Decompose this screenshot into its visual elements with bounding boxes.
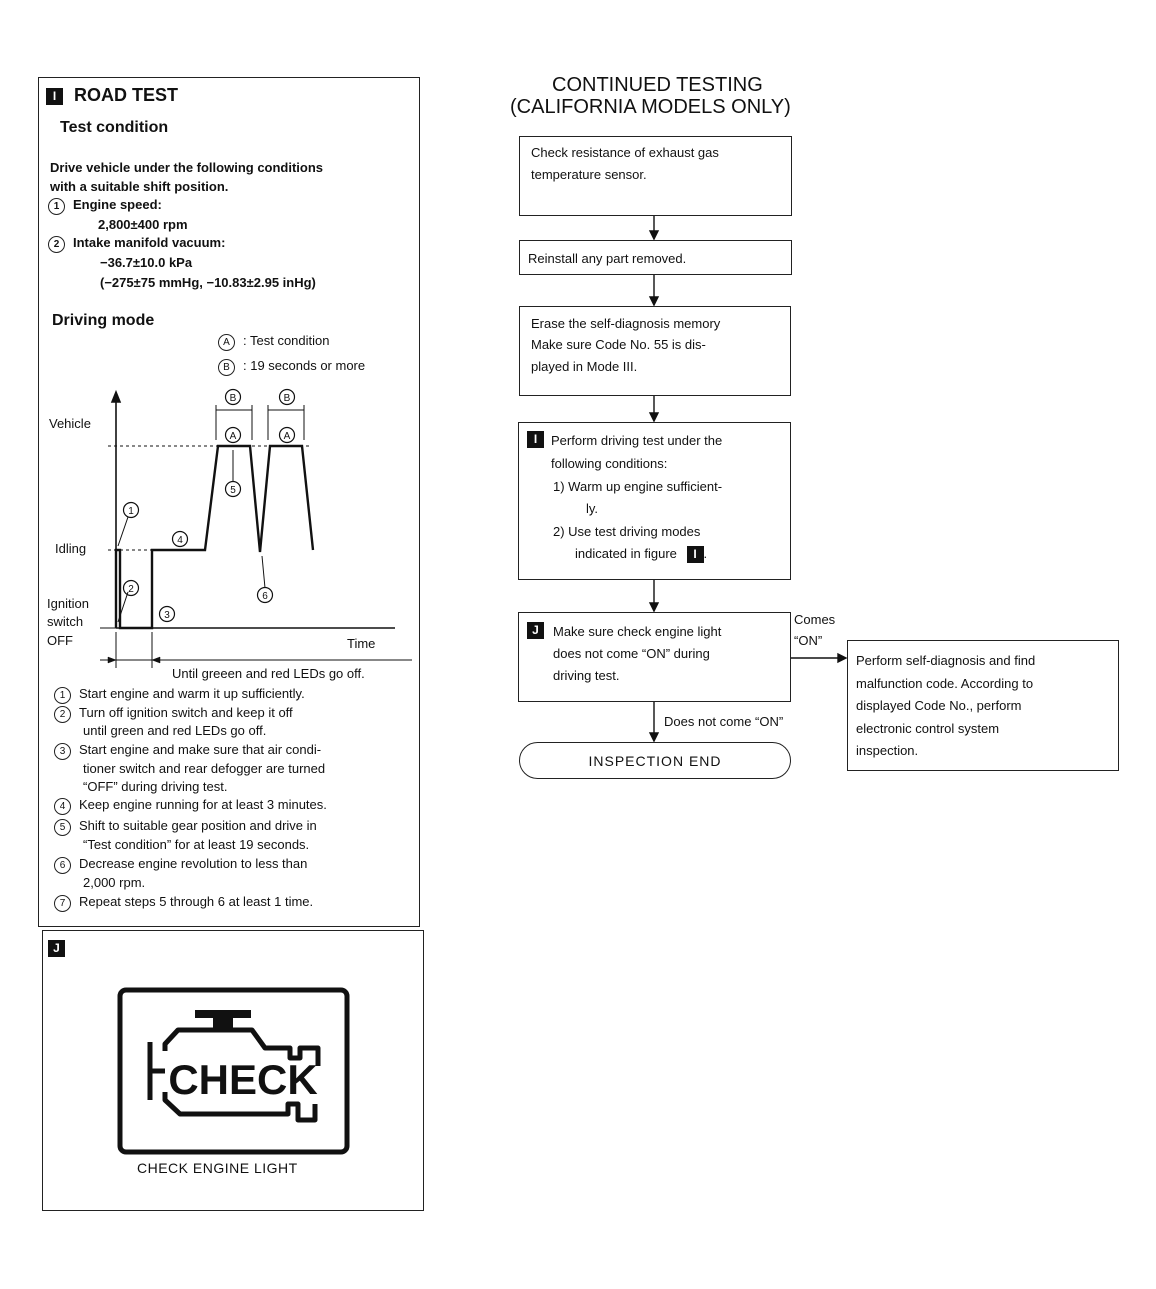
- flowchart-title-2: (CALIFORNIA MODELS ONLY): [510, 96, 791, 118]
- step-5-text: Shift to suitable gear position and drive in: [79, 818, 317, 833]
- svg-text:3: 3: [164, 610, 170, 621]
- step-2-cont: until green and red LEDs go off.: [83, 723, 267, 738]
- road-test-badge: I: [46, 88, 63, 105]
- svg-text:5: 5: [230, 485, 236, 496]
- flow-box-6-line-4: electronic control system: [856, 721, 1000, 736]
- flow-box-6-line-1: Perform self-diagnosis and find: [856, 653, 1036, 668]
- led-note: Until greeen and red LEDs go off.: [172, 666, 365, 681]
- flow-box-4-line-1: Perform driving test under the: [551, 433, 723, 448]
- condition-1-value: 2,800±400 rpm: [98, 217, 188, 232]
- step-7: [54, 894, 313, 912]
- flow-box-6-line-2: malfunction code. According to: [856, 676, 1034, 691]
- step-4-number: 4: [54, 798, 71, 815]
- y-label-vehicle: Vehicle: [49, 416, 91, 431]
- flow-box-3-line-2: Make sure Code No. 55 is dis-: [531, 337, 706, 352]
- y-label-switch: switch: [47, 614, 84, 629]
- svg-text:A: A: [283, 431, 291, 442]
- y-label-off: OFF: [47, 633, 73, 648]
- flow-box-1-line-2: temperature sensor.: [531, 167, 647, 182]
- flow-box-6-line-3: displayed Code No., perform: [856, 698, 1022, 713]
- step-7-text: Repeat steps 5 through 6 at least 1 time.: [79, 894, 314, 909]
- condition-1: [48, 197, 162, 215]
- flow-box-2-text: Reinstall any part removed.: [528, 251, 687, 266]
- does-not-come-on-label: Does not come “ON”: [664, 714, 784, 729]
- legend-a-text: : Test condition: [243, 333, 330, 348]
- check-engine-caption: CHECK ENGINE LIGHT: [137, 1160, 298, 1176]
- svg-text:B: B: [229, 393, 237, 404]
- flow-box-5-badge-wrap: [527, 622, 544, 640]
- test-condition-heading: Test condition: [60, 119, 169, 136]
- flow-box-4-line-2: following conditions:: [551, 456, 668, 471]
- comes-on-label-1: Comes: [794, 612, 836, 627]
- flow-box-5-line-1: Make sure check engine light: [553, 624, 722, 639]
- flow-box-4-line-6: indicated in figure I .: [575, 546, 708, 562]
- step-4-text: Keep engine running for at least 3 minutes.: [79, 797, 327, 812]
- flow-box-4-badge: I: [527, 431, 544, 448]
- road-test-header: [46, 85, 178, 106]
- condition-2-value-2: (−275±75 mmHg, −10.83±2.95 inHg): [100, 275, 316, 290]
- legend-b-text: : 19 seconds or more: [243, 358, 366, 373]
- flowchart-title-1: CONTINUED TESTING: [552, 74, 763, 96]
- flow-box-3-line-3: played in Mode III.: [531, 359, 638, 374]
- flow-box-4-line-4: ly.: [586, 501, 599, 516]
- x-label-time: Time: [347, 636, 376, 651]
- check-panel-header: [48, 940, 65, 958]
- condition-1-label: Engine speed:: [73, 197, 162, 212]
- step-2-text: Turn off ignition switch and keep it off: [79, 705, 293, 720]
- step-5-cont: “Test condition” for at least 19 seconds.: [83, 837, 310, 852]
- step-5-number: 5: [54, 819, 71, 836]
- flow-box-5-line-2: does not come “ON” during: [553, 646, 710, 661]
- step-2-number: 2: [54, 706, 71, 723]
- legend-b-symbol: B: [218, 359, 235, 376]
- flow-box-4-line-3: 1) Warm up engine sufficient-: [553, 479, 723, 494]
- condition-2-label: Intake manifold vacuum:: [73, 235, 226, 250]
- legend-b: [218, 358, 365, 376]
- flow-box-1-line-1: Check resistance of exhaust gas: [531, 145, 719, 160]
- condition-1-number: 1: [48, 198, 65, 215]
- check-panel-badge: J: [48, 940, 65, 957]
- intro-line-2: with a suitable shift position.: [50, 179, 229, 194]
- driving-mode-heading: Driving mode: [52, 312, 155, 329]
- legend-a-symbol: A: [218, 334, 235, 351]
- condition-2: [48, 235, 225, 253]
- condition-2-value-1: −36.7±10.0 kPa: [100, 255, 193, 270]
- step-3: [54, 742, 321, 760]
- intro-line-1: Drive vehicle under the following conditions: [50, 160, 324, 175]
- y-label-ignition: Ignition: [47, 596, 89, 611]
- step-7-number: 7: [54, 895, 71, 912]
- legend-a: [218, 333, 329, 351]
- inspection-end-label: INSPECTION END: [588, 753, 722, 769]
- step-1-number: 1: [54, 687, 71, 704]
- step-6: [54, 856, 307, 874]
- flow-box-4-badge-wrap: [527, 431, 544, 449]
- step-2: [54, 705, 293, 723]
- step-3-text: Start engine and make sure that air condi-: [79, 742, 322, 757]
- step-3-cont-2: “OFF” during driving test.: [83, 779, 228, 794]
- step-6-cont: 2,000 rpm.: [83, 875, 146, 890]
- step-6-text: Decrease engine revolution to less than: [79, 856, 308, 871]
- comes-on-label-2: “ON”: [794, 633, 823, 648]
- flow-box-6-line-5: inspection.: [856, 743, 919, 758]
- y-label-idling: Idling: [55, 541, 87, 556]
- svg-text:2: 2: [128, 584, 134, 595]
- svg-text:B: B: [283, 393, 291, 404]
- step-3-cont: tioner switch and rear defogger are turned: [83, 761, 326, 776]
- step-1: [54, 686, 305, 704]
- flow-box-5-line-3: driving test.: [553, 668, 620, 683]
- step-4: [54, 797, 327, 815]
- svg-text:A: A: [229, 431, 237, 442]
- flow-box-5-badge: J: [527, 622, 544, 639]
- step-5: [54, 818, 317, 836]
- step-3-number: 3: [54, 743, 71, 760]
- flow-box-4-line-6-text: indicated in figure: [575, 546, 677, 561]
- svg-text:6: 6: [262, 591, 268, 602]
- flow-box-3-line-1: Erase the self-diagnosis memory: [531, 316, 721, 331]
- step-6-number: 6: [54, 857, 71, 874]
- check-icon-text: CHECK: [168, 1056, 318, 1103]
- svg-text:1: 1: [128, 506, 134, 517]
- condition-2-number: 2: [48, 236, 65, 253]
- step-1-text: Start engine and warm it up sufficiently.: [79, 686, 305, 701]
- road-test-title: ROAD TEST: [74, 85, 179, 105]
- flow-box-4-figure-badge: I: [687, 546, 704, 563]
- svg-text:4: 4: [177, 535, 183, 546]
- flow-box-4-line-5: 2) Use test driving modes: [553, 524, 701, 539]
